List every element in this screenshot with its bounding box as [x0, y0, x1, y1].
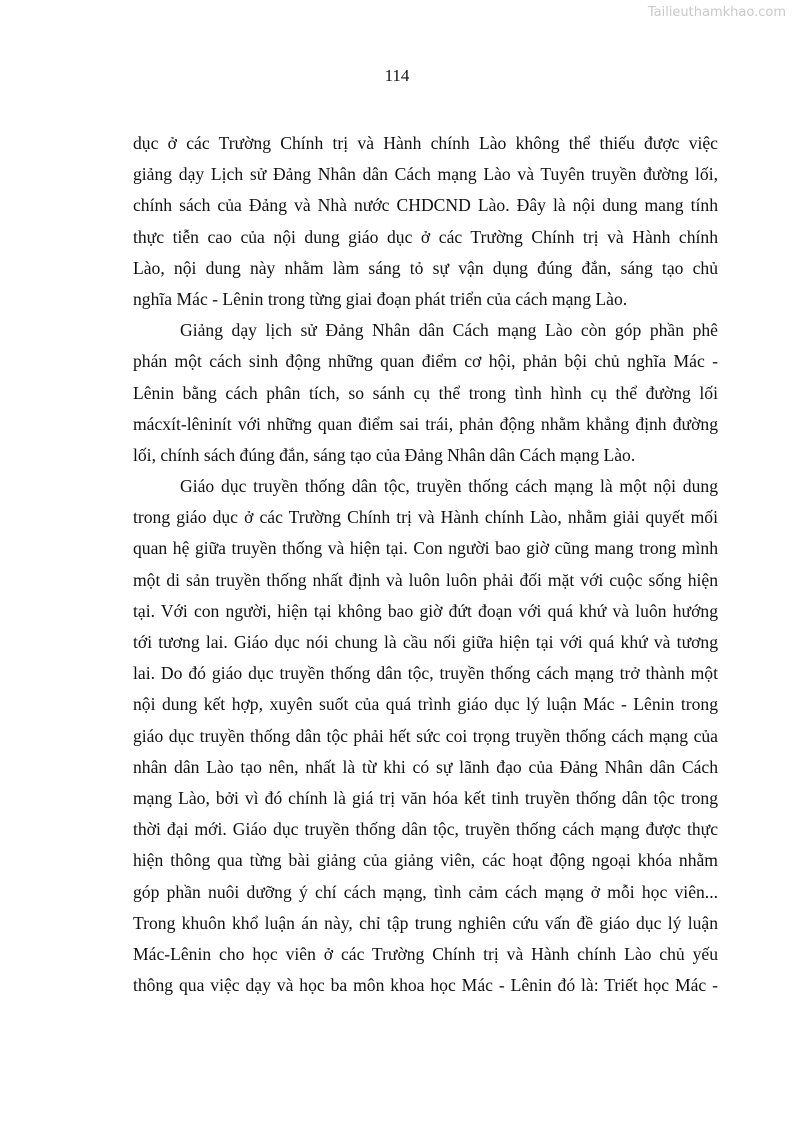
- text-line: dục ở các Trường Chính trị và Hành chính Lào không thể thiếu được việc: [133, 133, 718, 153]
- text-line: trong giáo dục ở các Trường Chính trị và Hành chính Lào, nhằm giải quyết mối: [133, 507, 718, 528]
- text-line: lối, chính sách đúng đắn, sáng tạo của Đảng Nhân dân Cách mạng Lào.: [133, 444, 636, 465]
- text-line: Trong khuôn khổ luận án này, chỉ tập trung nghiên cứu vấn đề giáo dục lý luận: [133, 912, 718, 933]
- text-line: thông qua việc dạy và học ba môn khoa học Mác - Lênin đó là: Triết học Mác -: [133, 975, 718, 996]
- text-line: phán một cách sinh động những quan điểm cơ hội, phản bội chủ nghĩa Mác -: [133, 351, 718, 372]
- watermark-text: Tailieuthamkhao.com: [647, 5, 786, 20]
- text-line: nghĩa Mác - Lênin trong từng giai đoạn phát triển của cách mạng Lào.: [133, 288, 628, 309]
- document-body: [133, 128, 718, 1001]
- text-line: Giảng dạy lịch sử Đảng Nhân dân Cách mạng Lào còn góp phần phê: [180, 320, 718, 341]
- text-line: thời đại mới. Giáo dục truyền thống dân tộc, truyền thống cách mạng được thực: [133, 819, 718, 840]
- page-number: 114: [384, 66, 410, 85]
- text-line: mácxít-lêninít với những quan điểm sai trái, phản động nhằm khẳng định đường: [133, 413, 718, 434]
- text-line: giáo dục truyền thống dân tộc phải hết sức coi trọng truyền thống cách mạng của: [133, 725, 718, 746]
- text-line: Giáo dục truyền thống dân tộc, truyền thống cách mạng là một nội dung: [180, 476, 718, 497]
- text-line: Lào, nội dung này nhằm làm sáng tỏ sự vận dụng đúng đắn, sáng tạo chủ: [133, 257, 718, 278]
- text-line: mạng Lào, bởi vì đó chính là giá trị văn hóa kết tinh truyền thống dân tộc trong: [133, 787, 718, 808]
- text-line: nhân dân Lào tạo nên, nhất là từ khi có sự lãnh đạo của Đảng Nhân dân Cách: [133, 756, 718, 777]
- text-line: giảng dạy Lịch sử Đảng Nhân dân Cách mạng Lào và Tuyên truyền đường lối,: [133, 164, 718, 185]
- text-line: lai. Do đó giáo dục truyền thống dân tộc, truyền thống cách mạng trở thành một: [133, 663, 718, 684]
- text-line: nội dung kết hợp, xuyên suốt của quá trình giáo dục lý luận Mác - Lênin trong: [133, 694, 718, 715]
- text-line: tại. Với con người, hiện tại không bao giờ đứt đoạn với quá khứ và luôn hướng: [133, 600, 718, 621]
- text-line: quan hệ giữa truyền thống và hiện tại. Con người bao giờ cũng mang trong mình: [133, 538, 718, 559]
- text-line: chính sách của Đảng và Nhà nước CHDCND Lào. Đây là nội dung mang tính: [133, 195, 718, 216]
- text-line: Lênin bằng cách phân tích, so sánh cụ thể trong tình hình cụ thể đường lối: [133, 382, 718, 403]
- text-line: hiện thông qua từng bài giảng của giảng viên, các hoạt động ngoại khóa nhằm: [133, 850, 718, 871]
- text-line: tới tương lai. Giáo dục nói chung là cầu nối giữa hiện tại với quá khứ và tương: [133, 632, 718, 652]
- text-line: góp phần nuôi dưỡng ý chí cách mạng, tình cảm cách mạng ở mỗi học viên...: [133, 881, 718, 902]
- text-line: thực tiễn cao của nội dung giáo dục ở các Trường Chính trị và Hành chính: [133, 226, 718, 247]
- text-line: Mác-Lênin cho học viên ở các Trường Chính trị và Hành chính Lào chủ yếu: [133, 943, 718, 964]
- text-line: một di sản truyền thống nhất định và luôn luôn phải đối mặt với cuộc sống hiện: [133, 569, 718, 590]
